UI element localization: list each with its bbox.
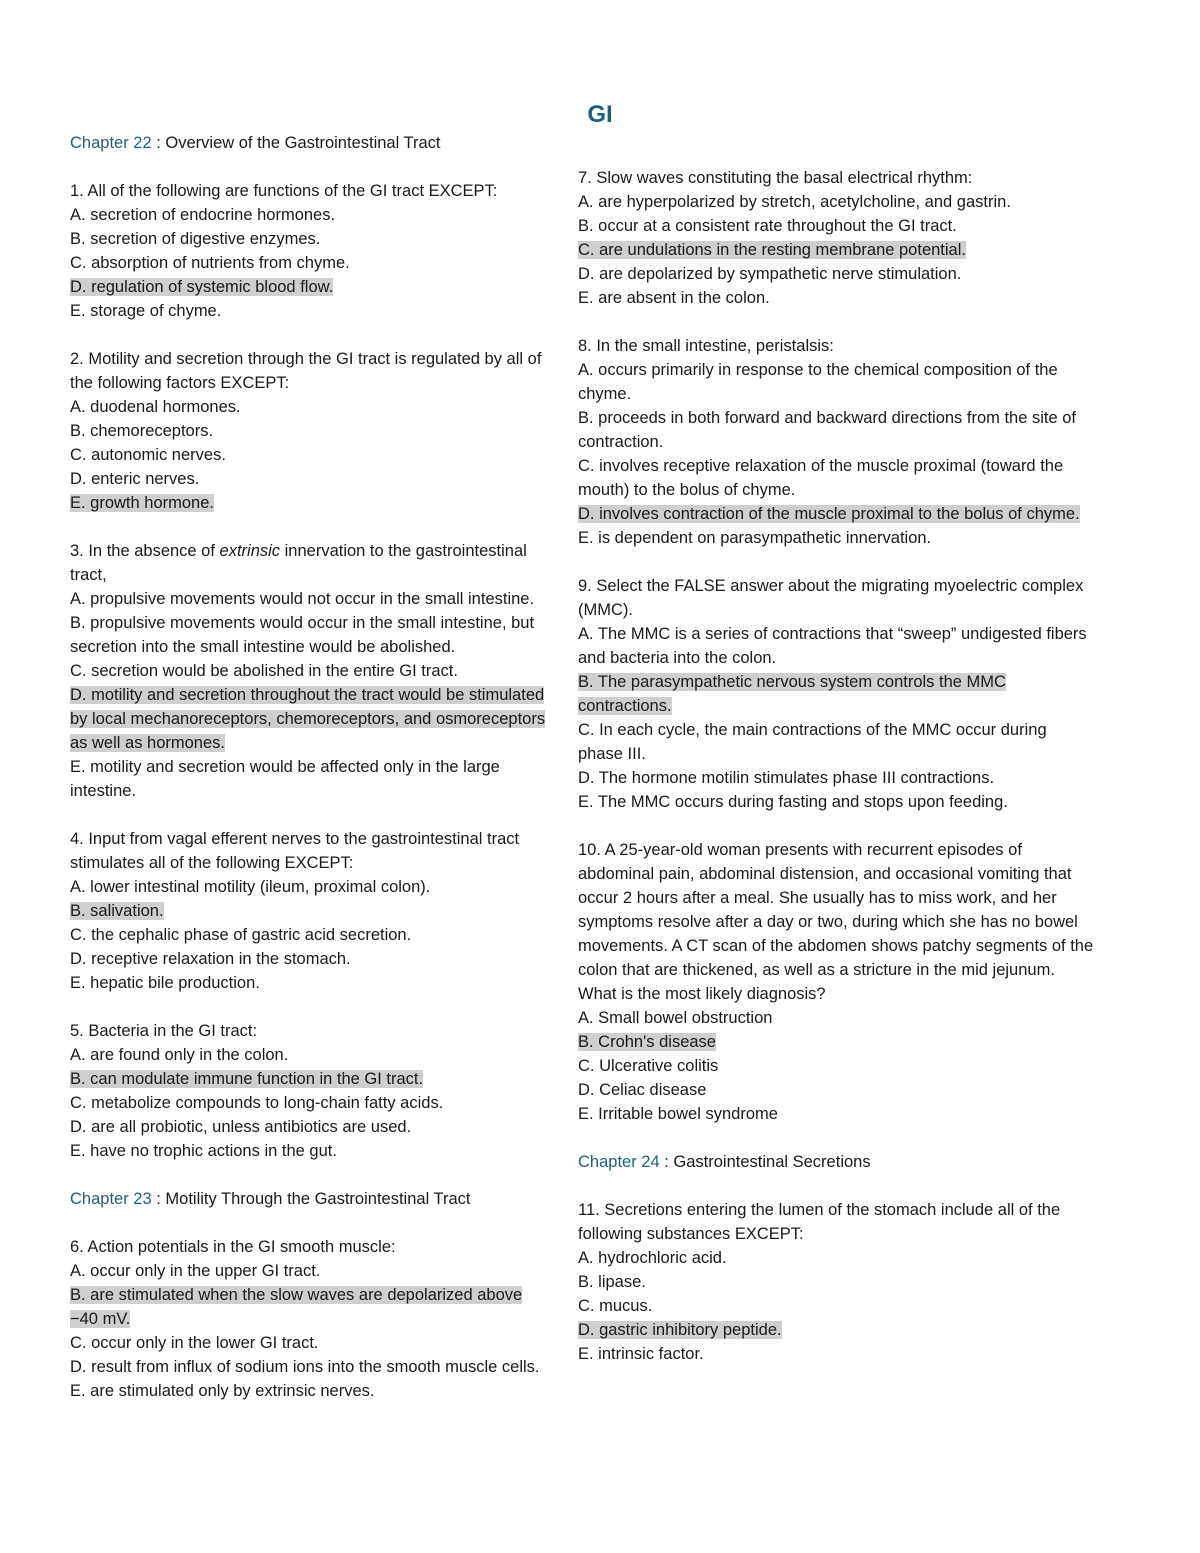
option-d-answer: D. regulation of systemic blood flow. [70, 278, 334, 296]
option-c: C. metabolize compounds to long-chain fatty acids. [70, 1094, 444, 1112]
option-d: D. result from influx of sodium ions into the smooth muscle cells. [70, 1358, 540, 1376]
chapter-name: Motility Through the Gastrointestinal Tract [165, 1190, 471, 1208]
option-a: A. The MMC is a series of contractions that “sweep” undigested fibers and bacteria into the colon. [578, 625, 1087, 667]
option-d-answer: D. motility and secretion throughout the tract would be stimulated by local mechanoreceptors, chemoreceptors, and osmoreceptors as well as hormones. [70, 686, 546, 752]
option-a: A. duodenal hormones. [70, 398, 241, 416]
chapter-name: Gastrointestinal Secretions [673, 1153, 871, 1171]
option-c: C. secretion would be abolished in the entire GI tract. [70, 662, 458, 680]
option-b: B. propulsive movements would occur in the small intestine, but secretion into the small intestine would be abolished. [70, 614, 535, 656]
option-c: C. autonomic nerves. [70, 446, 226, 464]
chapter-number: Chapter 23 [70, 1190, 152, 1208]
question-stem: 5. Bacteria in the GI tract: [70, 1022, 258, 1040]
chapter-number: Chapter 22 [70, 134, 152, 152]
option-d: D. receptive relaxation in the stomach. [70, 950, 351, 968]
option-e: E. are absent in the colon. [578, 289, 770, 307]
question-stem: 4. Input from vagal efferent nerves to the gastrointestinal tract stimulates all of the following EXCEPT: [70, 830, 520, 872]
question-5 [70, 1019, 550, 1163]
option-d-answer: D. gastric inhibitory peptide. [578, 1321, 782, 1339]
option-b: B. chemoreceptors. [70, 422, 214, 440]
chapter-name: Overview of the Gastrointestinal Tract [165, 134, 441, 152]
option-c: C. occur only in the lower GI tract. [70, 1334, 319, 1352]
option-b-answer: B. are stimulated when the slow waves are depolarized above −40 mV. [70, 1286, 523, 1328]
option-e: E. intrinsic factor. [578, 1345, 704, 1363]
chapter-separator: : [659, 1153, 674, 1171]
question-3 [70, 539, 550, 803]
right-column [578, 131, 1094, 1390]
question-stem: 3. In the absence of extrinsic innervation to the gastrointestinal tract, [70, 542, 527, 584]
option-e-answer: E. growth hormone. [70, 494, 214, 512]
option-c: C. absorption of nutrients from chyme. [70, 254, 350, 272]
option-a: A. occur only in the upper GI tract. [70, 1262, 321, 1280]
option-b-answer: B. salivation. [70, 902, 164, 920]
chapter-separator: : [151, 134, 166, 152]
chapter-heading [578, 1150, 1094, 1174]
option-b: B. lipase. [578, 1273, 646, 1291]
option-e: E. storage of chyme. [70, 302, 222, 320]
question-2 [70, 347, 550, 515]
option-e: E. motility and secretion would be affected only in the large intestine. [70, 758, 500, 800]
question-1 [70, 179, 550, 323]
question-stem: 6. Action potentials in the GI smooth muscle: [70, 1238, 396, 1256]
question-stem: 1. All of the following are functions of the GI tract EXCEPT: [70, 182, 498, 200]
option-b-answer: B. Crohn's disease [578, 1033, 716, 1051]
question-4 [70, 827, 550, 995]
chapter-separator: : [151, 1190, 166, 1208]
option-a: A. hydrochloric acid. [578, 1249, 727, 1267]
option-d: D. The hormone motilin stimulates phase III contractions. [578, 769, 995, 787]
question-10 [578, 838, 1094, 1126]
option-e: E. is dependent on parasympathetic innervation. [578, 529, 932, 547]
chapter-heading [70, 1187, 550, 1211]
option-a: A. propulsive movements would not occur in the small intestine. [70, 590, 535, 608]
question-11 [578, 1198, 1094, 1366]
option-a: A. are hyperpolarized by stretch, acetylcholine, and gastrin. [578, 193, 1011, 211]
page-title: GI [587, 101, 613, 128]
option-c: C. Ulcerative colitis [578, 1057, 719, 1075]
question-stem: 8. In the small intestine, peristalsis: [578, 337, 834, 355]
option-d: D. Celiac disease [578, 1081, 707, 1099]
option-c-answer: C. are undulations in the resting membrane potential. [578, 241, 966, 259]
option-e: E. The MMC occurs during fasting and stops upon feeding. [578, 793, 1008, 811]
option-c: C. mucus. [578, 1297, 653, 1315]
option-a: A. lower intestinal motility (ileum, proximal colon). [70, 878, 431, 896]
option-c: C. In each cycle, the main contractions of the MMC occur during phase III. [578, 721, 1047, 763]
option-a: A. are found only in the colon. [70, 1046, 289, 1064]
option-d: D. enteric nerves. [70, 470, 200, 488]
question-stem: 7. Slow waves constituting the basal electrical rhythm: [578, 169, 973, 187]
option-b: B. occur at a consistent rate throughout the GI tract. [578, 217, 957, 235]
option-d: D. are depolarized by sympathetic nerve stimulation. [578, 265, 962, 283]
left-column [70, 131, 550, 1427]
chapter-heading [70, 131, 550, 155]
question-8 [578, 334, 1094, 550]
option-e: E. Irritable bowel syndrome [578, 1105, 778, 1123]
option-e: E. have no trophic actions in the gut. [70, 1142, 337, 1160]
option-a: A. secretion of endocrine hormones. [70, 206, 336, 224]
option-c: C. the cephalic phase of gastric acid secretion. [70, 926, 412, 944]
option-a: A. Small bowel obstruction [578, 1009, 773, 1027]
option-b-answer: B. The parasympathetic nervous system controls the MMC contractions. [578, 673, 1006, 715]
option-b: B. secretion of digestive enzymes. [70, 230, 321, 248]
option-b-answer: B. can modulate immune function in the GI tract. [70, 1070, 424, 1088]
question-6 [70, 1235, 550, 1403]
question-stem: 11. Secretions entering the lumen of the stomach include all of the following substances EXCEPT: [578, 1201, 1061, 1243]
question-stem: 10. A 25-year-old woman presents with recurrent episodes of abdominal pain, abdominal distension, and occasional vomiting that occur 2 hours after a meal. She usually has to miss work, and her symptoms resolve after a day or two, during which she has no bowel movements. A CT scan of the abdomen shows patchy segments of the colon that are thickened, as well as a stricture in the mid jejunum. What is the most likely diagnosis? [578, 841, 1094, 1003]
option-e: E. hepatic bile production. [70, 974, 260, 992]
question-stem: 9. Select the FALSE answer about the migrating myoelectric complex (MMC). [578, 577, 1084, 619]
question-9 [578, 574, 1094, 814]
chapter-number: Chapter 24 [578, 1153, 660, 1171]
question-7 [578, 166, 1094, 310]
option-e: E. are stimulated only by extrinsic nerves. [70, 1382, 375, 1400]
option-a: A. occurs primarily in response to the chemical composition of the chyme. [578, 361, 1058, 403]
option-d-answer: D. involves contraction of the muscle proximal to the bolus of chyme. [578, 505, 1080, 523]
question-stem: 2. Motility and secretion through the GI tract is regulated by all of the following factors EXCEPT: [70, 350, 542, 392]
option-c: C. involves receptive relaxation of the muscle proximal (toward the mouth) to the bolus of chyme. [578, 457, 1064, 499]
option-d: D. are all probiotic, unless antibiotics are used. [70, 1118, 412, 1136]
option-b: B. proceeds in both forward and backward directions from the site of contraction. [578, 409, 1077, 451]
